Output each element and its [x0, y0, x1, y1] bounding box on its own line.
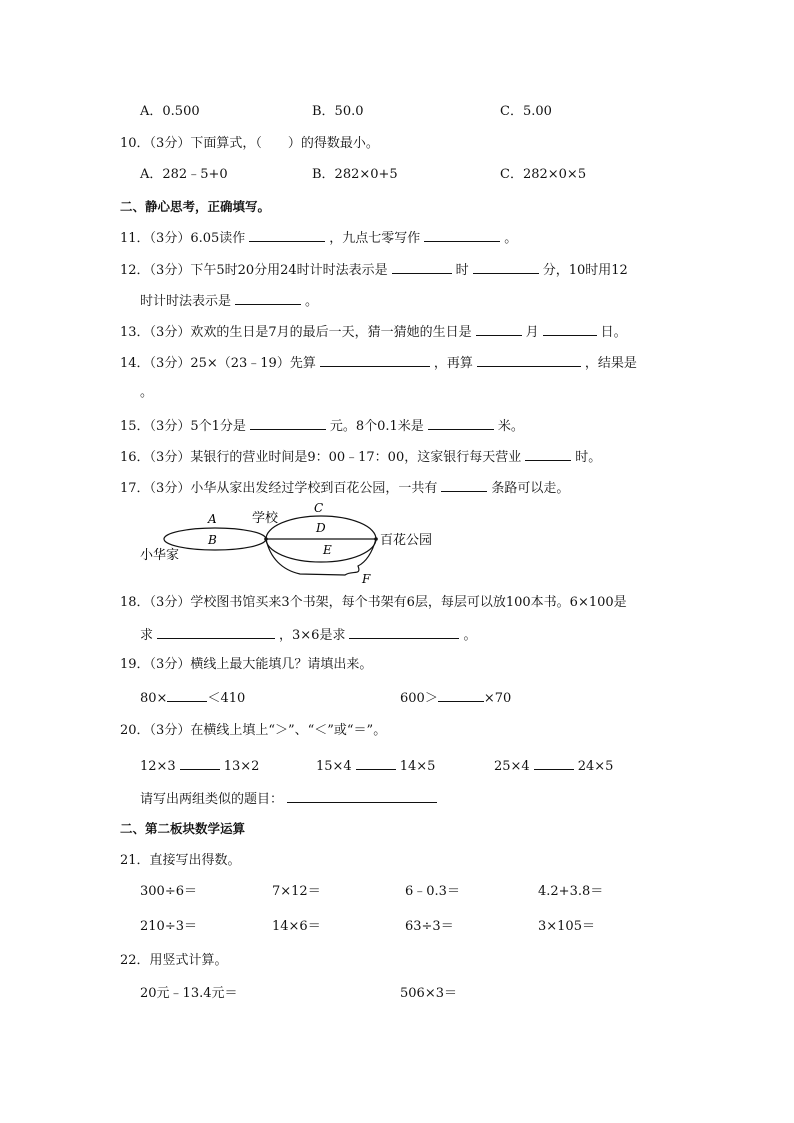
q12-blank-minute[interactable] — [473, 260, 539, 274]
q21-r1-c1: 300÷6＝ — [140, 884, 197, 899]
q14-text2: ，再算 — [433, 356, 473, 371]
label-park: 百花公园 — [380, 533, 433, 548]
q13-text2: 月 — [525, 325, 539, 340]
q10-option-c: C．282×0×5 — [500, 167, 587, 182]
q19-a-blank[interactable] — [167, 688, 207, 702]
q20-extra-text: 请写出两组类似的题目： — [140, 792, 284, 807]
q18-text4: 。 — [463, 628, 477, 643]
q13-text3: 日。 — [600, 325, 627, 340]
q21-r1-c2: 7×12＝ — [272, 884, 321, 899]
label-route-b: B — [208, 533, 217, 547]
q20-extra — [140, 789, 441, 809]
q19-b-text2: ×70 — [483, 691, 512, 706]
q17 — [120, 478, 569, 498]
q22-item-a: 20元﹣13.4元＝ — [140, 986, 238, 1001]
q15 — [120, 416, 524, 436]
q14-blank-first[interactable] — [320, 353, 430, 367]
q21-stem: 21．直接写出得数。 — [120, 853, 241, 868]
q11-blank-1[interactable] — [249, 228, 325, 242]
q20-c1-left: 12×3 — [140, 759, 176, 774]
q16-text1: 16．（3分）某银行的营业时间是9：00﹣17：00，这家银行每天营业 — [120, 450, 522, 465]
q20-c1-right: 13×2 — [223, 759, 260, 774]
q18-text3: ，3×6是求 — [279, 628, 346, 643]
q12-text1: 12．（3分）下午5时20分用24时计时法表示是 — [120, 263, 388, 278]
q20-extra-blank[interactable] — [287, 789, 437, 803]
q14-text3: ，结果是 — [584, 356, 637, 371]
q13-blank-month[interactable] — [476, 322, 522, 336]
q12-text2: 时 — [455, 263, 469, 278]
q10-stem: 10．（3分）下面算式，（ ）的得数最小。 — [120, 136, 379, 151]
q21-r1-c3: 6﹣0.3＝ — [405, 884, 460, 899]
q18-blank-2[interactable] — [349, 625, 459, 639]
q12-blank-12h[interactable] — [235, 291, 301, 305]
q21-r2-c2: 14×6＝ — [272, 919, 321, 934]
q19-b-text1: 600＞ — [400, 691, 438, 706]
q14-line2 — [140, 384, 153, 402]
q20-c3-right: 24×5 — [577, 759, 614, 774]
label-route-f: F — [362, 572, 371, 586]
q21-r2-c1: 210÷3＝ — [140, 919, 197, 934]
section3-title: 二、第二板块数学运算 — [120, 821, 246, 836]
q20-compare-1 — [140, 756, 259, 776]
school-point — [264, 537, 268, 541]
label-route-e: E — [323, 543, 332, 557]
q22-stem: 22．用竖式计算。 — [120, 953, 228, 968]
q18-text1: 18．（3分）学校图书馆买来3个书架，每个书架有6层，每层可以放100本书。6×100是 — [120, 595, 627, 610]
q9-option-a: A．0.500 — [140, 104, 200, 119]
q13-blank-day[interactable] — [543, 322, 597, 336]
q20-c3-left: 25×4 — [494, 759, 530, 774]
q22-item-b: 506×3＝ — [400, 986, 457, 1001]
q9-option-c: C．5.00 — [500, 104, 552, 119]
label-route-d: D — [316, 521, 326, 535]
q12-text5: 。 — [305, 294, 319, 309]
q17-blank-routes[interactable] — [441, 478, 487, 492]
q13-text1: 13．（3分）欢欢的生日是7月的最后一天，猜一猜她的生日是 — [120, 325, 472, 340]
q16 — [120, 447, 601, 467]
q15-text3: 米。 — [497, 419, 524, 434]
q15-blank-meter[interactable] — [428, 416, 494, 430]
q12-text4: 时计时法表示是 — [140, 294, 232, 309]
q20-stem: 20．（3分）在横线上填上“＞”、“＜”或“＝”。 — [120, 723, 387, 738]
q20-compare-2 — [316, 756, 435, 776]
q12-line1 — [120, 260, 628, 280]
q10-option-a: A．282﹣5+0 — [140, 167, 228, 182]
q12-line2 — [140, 291, 318, 311]
q15-text1: 15．（3分）5个1分是 — [120, 419, 246, 434]
section2-title: 二、静心思考，正确填写。 — [120, 199, 271, 214]
q19-item-a — [140, 688, 245, 708]
q21-r2-c3: 63÷3＝ — [405, 919, 454, 934]
q17-text2: 条路可以走。 — [491, 481, 570, 496]
q11-text3: 。 — [504, 231, 518, 246]
q18-text2: 求 — [140, 628, 154, 643]
q19-b-blank[interactable] — [438, 688, 484, 702]
q15-blank-yuan[interactable] — [250, 416, 326, 430]
q12-blank-hour[interactable] — [392, 260, 452, 274]
q20-c2-blank[interactable] — [356, 756, 396, 770]
label-school: 学校 — [252, 511, 279, 526]
q14-line1 — [120, 353, 637, 373]
q17-text1: 17．（3分）小华从家出发经过学校到百花公园，一共有 — [120, 481, 438, 496]
q10-option-b: B．282×0+5 — [312, 167, 398, 182]
q18-line1 — [120, 594, 627, 612]
q15-text2: 元。8个0.1米是 — [329, 419, 424, 434]
q9-option-b: B．50.0 — [312, 104, 364, 119]
q21-r2-c4: 3×105＝ — [538, 919, 595, 934]
park-point — [374, 537, 378, 541]
q11-text1: 11．（3分）6.05读作 — [120, 231, 246, 246]
q14-text4: 。 — [140, 385, 154, 400]
q19-item-b — [400, 688, 511, 708]
q18-blank-1[interactable] — [157, 625, 275, 639]
q11 — [120, 228, 517, 248]
q20-c2-left: 15×4 — [316, 759, 352, 774]
q16-text2: 时。 — [575, 450, 602, 465]
route-path-f — [266, 539, 376, 575]
q16-blank-hours[interactable] — [525, 447, 571, 461]
q11-text2: ，九点七零写作 — [329, 231, 421, 246]
label-route-a: A — [208, 512, 217, 526]
q20-c3-blank[interactable] — [534, 756, 574, 770]
label-home: 小华家 — [140, 548, 180, 563]
q14-text1: 14．（3分）25×（23﹣19）先算 — [120, 356, 316, 371]
q20-compare-3 — [494, 756, 613, 776]
q19-stem: 19．（3分）横线上最大能填几？请填出来。 — [120, 657, 373, 672]
route-diagram — [130, 498, 460, 590]
q21-r1-c4: 4.2+3.8＝ — [538, 884, 604, 899]
q12-text3: 分，10时用12 — [542, 263, 628, 278]
q19-a-text1: 80× — [140, 691, 168, 706]
q14-blank-second[interactable] — [477, 353, 581, 367]
q11-blank-2[interactable] — [424, 228, 500, 242]
q19-a-text2: ＜410 — [207, 691, 246, 706]
q20-c1-blank[interactable] — [180, 756, 220, 770]
label-route-c: C — [314, 501, 324, 515]
q18-line2 — [140, 625, 476, 645]
q13 — [120, 322, 627, 342]
q20-c2-right: 14×5 — [399, 759, 436, 774]
